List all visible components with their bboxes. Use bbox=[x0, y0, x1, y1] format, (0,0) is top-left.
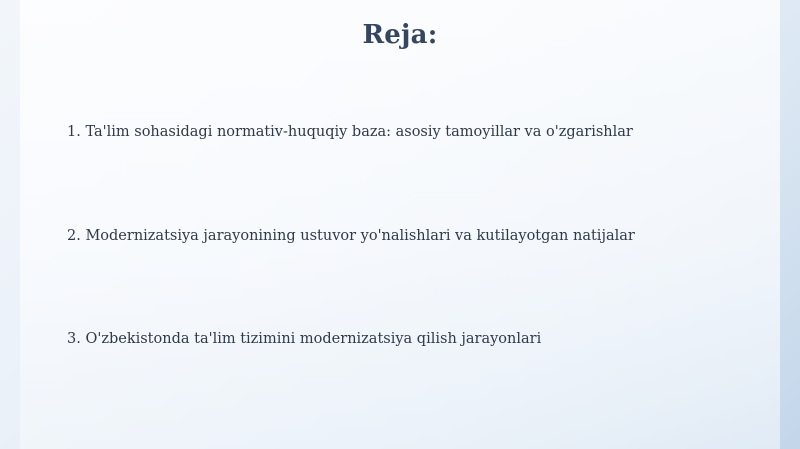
content-panel bbox=[20, 0, 780, 449]
slide-title: Reja: bbox=[362, 20, 438, 50]
plan-item-3: 3. O'zbekistonda ta'lim tizimini modernizatsiya qilish jarayonlari bbox=[67, 331, 542, 347]
plan-item-2: 2. Modernizatsiya jarayonining ustuvor yo'nalishlari va kutilayotgan natijalar bbox=[67, 228, 635, 244]
plan-item-1: 1. Ta'lim sohasidagi normativ-huquqiy baza: asosiy tamoyillar va o'zgarishlar bbox=[67, 124, 633, 140]
